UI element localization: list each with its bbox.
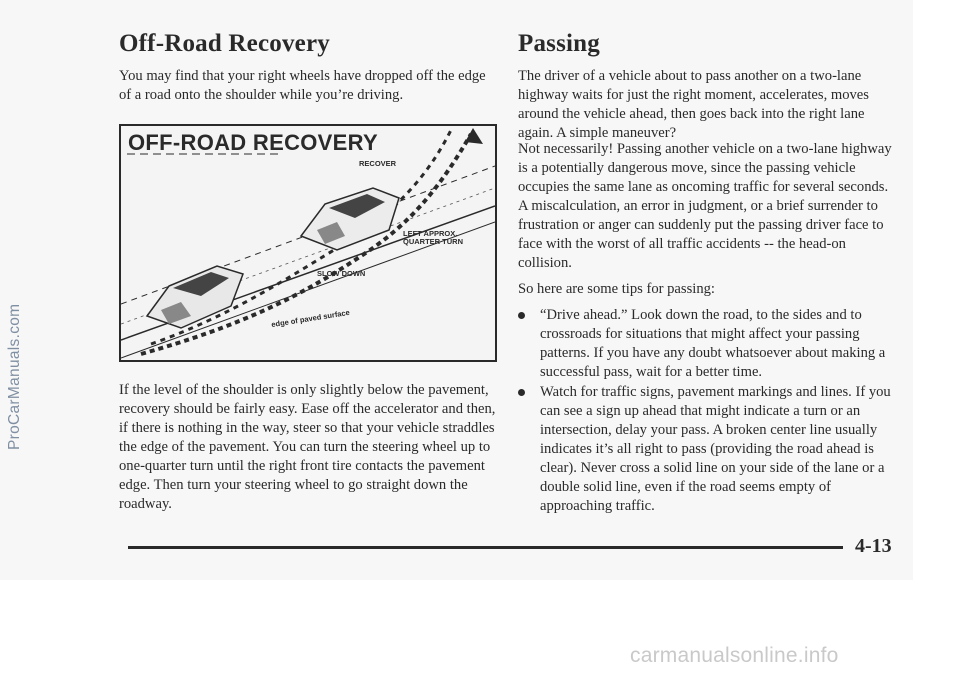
bullet-item: [540, 306, 900, 382]
footer-watermark: carmanualsonline.info: [630, 644, 839, 667]
bullet-text: “Drive ahead.” Look down the road, to the sides and to crossroads for situations that might affect your passing patterns. If you have any doubt whatsoever about making a successful pass, wait for a better time.: [540, 307, 886, 380]
heading-off-road-recovery: Off-Road Recovery: [119, 30, 330, 57]
label-slow-down: SLOW DOWN: [317, 269, 366, 278]
bullet-item: [540, 383, 900, 516]
page-number: 4-13: [855, 535, 892, 557]
bullet-dot-icon: [518, 312, 525, 319]
arrow-head: [465, 128, 483, 144]
figure-title: OFF-ROAD RECOVERY: [128, 130, 378, 155]
off-road-recovery-illustration: [119, 124, 497, 362]
intro-paragraph: You may find that your right wheels have dropped off the edge of a road onto the shoulder while you’re driving.: [119, 68, 486, 103]
label-edge-of-pavement: edge of paved surface: [270, 307, 351, 330]
car-upper: [301, 188, 399, 250]
bullet-text: Watch for traffic signs, pavement markings and lines. If you can see a sign up ahead that might indicate a turn or an intersection, delay your pass. A broken center line usually indicates it’s all right to pass (providing the road ahead is clear). Never cross a solid line on your side of the lane or a double solid line, even if the road seems empty of approaching traffic.: [540, 384, 891, 514]
recovery-paragraph: If the level of the shoulder is only slightly below the pavement, recovery should be fairly easy. Ease off the accelerator and then, if there is nothing in the way, steer so that your vehicle straddles the edge of the pavement. You can turn the steering wheel up to one-quarter turn until the right front tire contacts the pavement edge. Then turn your steering wheel to go straight down the roadway.: [119, 382, 496, 512]
heading-passing: Passing: [518, 30, 600, 57]
label-quarter-turn: LEFT APPROX. QUARTER TURN: [403, 229, 463, 246]
side-watermark: ProCarManuals.com: [6, 303, 23, 450]
passing-paragraph-2: Not necessarily! Passing another vehicle on a two-lane highway is a potentially dangerous move, since the passing vehicle occupies the same lane as oncoming traffic for several seconds. A miscalculation, an error in judgment, or a brief surrender to frustration or anger can suddenly put the passing driver face to face with the worst of all traffic accidents -- the head-on collision.: [518, 141, 892, 271]
bullet-dot-icon: [518, 389, 525, 396]
label-recover: RECOVER: [359, 159, 397, 168]
passing-paragraph-1: The driver of a vehicle about to pass another on a two-lane highway waits for just the right moment, accelerates, moves around the vehicle ahead, then goes back into the right lane again. A simple maneuver?: [518, 68, 869, 141]
passing-paragraph-3: So here are some tips for passing:: [518, 281, 715, 297]
footer-rule: [128, 546, 843, 549]
